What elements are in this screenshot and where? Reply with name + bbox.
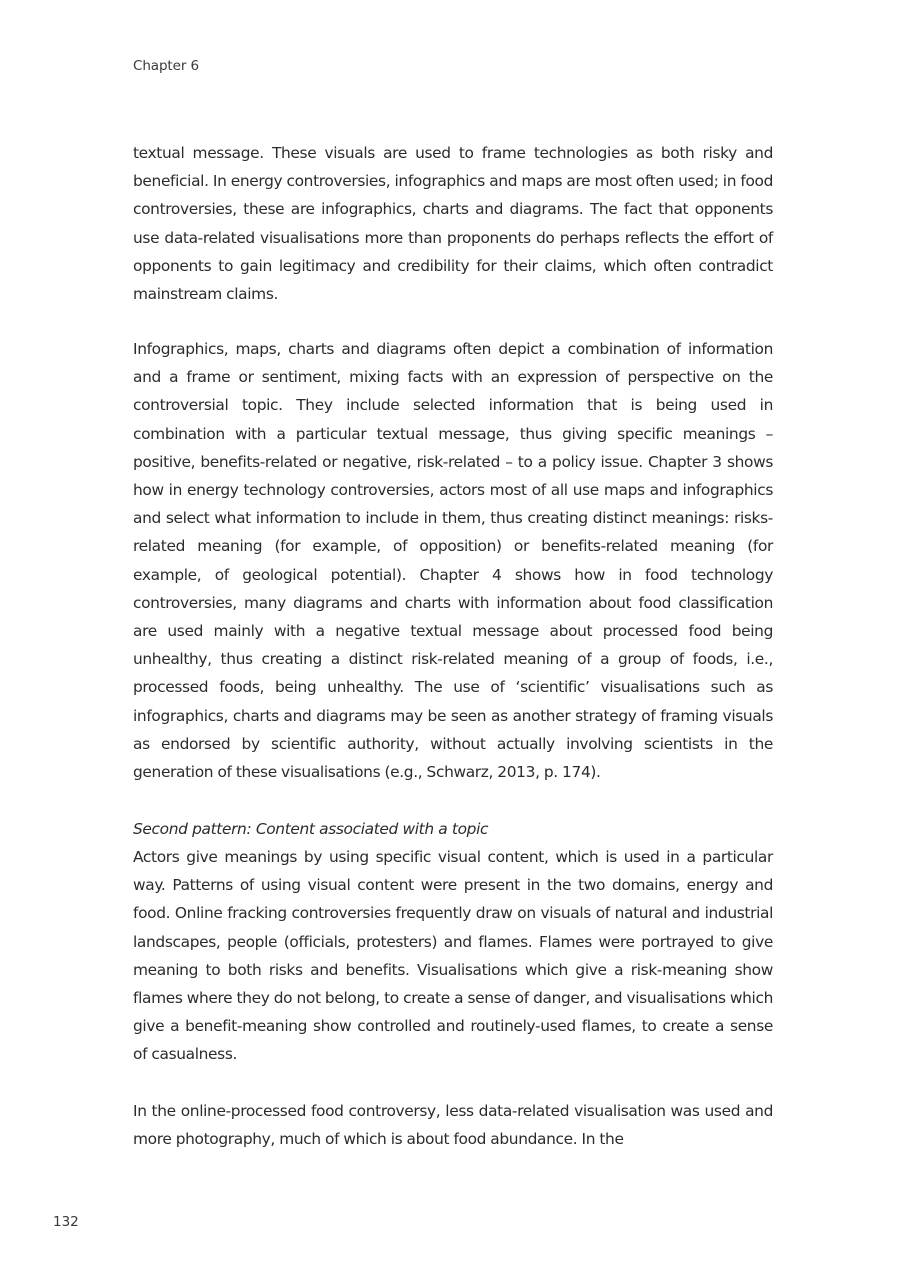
paragraph-1: textual message. These visuals are used to frame technologies as both risky and beneficial. In energy controversies, infographics and maps are most often used; in food controversies, these are infographics, charts and diagrams. The fact that opponents use data-related visualisations more than proponents do perhaps reflects the effort of opponents to gain legitimacy and credibility for their claims, which often contradict mainstream claims. (133, 144, 773, 304)
paragraph-4: In the online-processed food controversy, less data-related visualisation was used and more photography, much of which is about food abundance. In the (133, 1102, 773, 1149)
paragraph-3: Actors give meanings by using specific visual content, which is used in a particular way. Patterns of using visual content were present in the two domains, energy and food. Online fracking controversies frequently draw on visuals of natural and industrial landscapes, people (officials, protesters) and flames. Flames were portrayed to give meaning to both risks and benefits. Visualisations which give a risk-meaning show flames where they do not belong, to create a sense of danger, and visualisations which give a benefit-meaning show controlled and routinely-used flames, to create a sense of casualness. (133, 848, 773, 1064)
paragraph-2: Infographics, maps, charts and diagrams often depict a combination of information and a frame or sentiment, mixing facts with an expression of perspective on the controversial topic. They include selected information that is being used in combination with a particular textual message, thus giving specific meanings – positive, benefits-related or negative, risk-related – to a policy issue. Chapter 3 shows how in energy technology controversies, actors most of all use maps and infographics and select what information to include in them, thus creating distinct meanings: risks-related meaning (for example, of opposition) or benefits-related meaning (for example, of geological potential). Chapter 4 shows how in food technology controversies, many diagrams and charts with information about food classification are used mainly with a negative textual message about processed food being unhealthy, thus creating a distinct risk-related meaning of a group of foods, i.e., processed foods, being unhealthy. The use of ‘scientific’ visualisations such as infographics, charts and diagrams may be seen as another strategy of framing visuals as endorsed by scientific authority, without actually involving scientists in the generation of these visualisations (e.g., Schwarz, 2013, p. 174). (133, 340, 773, 782)
page-number: 132 (53, 1214, 79, 1230)
section-heading: Second pattern: Content associated with a topic (133, 820, 489, 838)
running-head: Chapter 6 (133, 58, 199, 74)
